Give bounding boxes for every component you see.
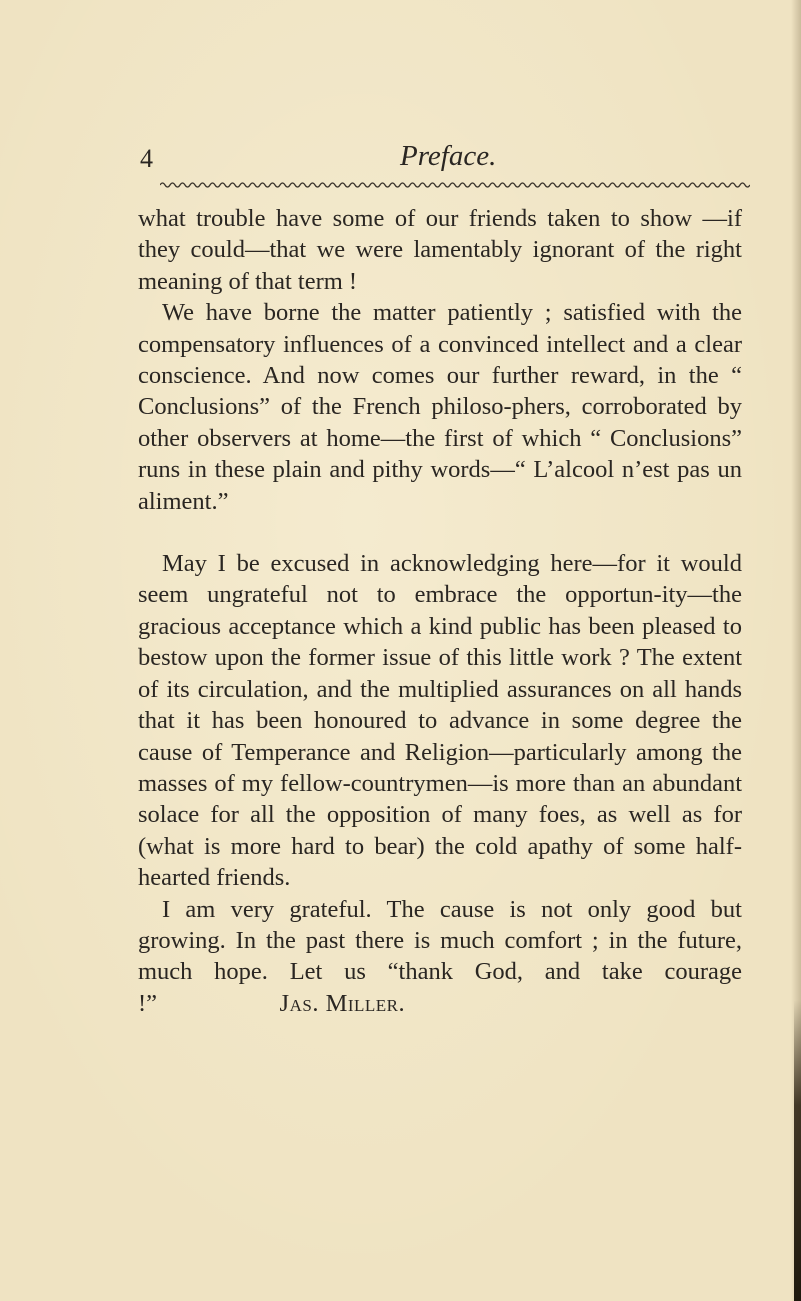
page-header xyxy=(140,140,740,180)
page-edge-dark xyxy=(794,1000,801,1301)
paragraph-4 xyxy=(138,894,742,1020)
body-text xyxy=(138,203,742,1019)
paragraph-2: We have borne the matter patiently ; satisfied with the compensatory influences of a convinced intellect and a clear conscience. And now comes our further reward, in the “ Conclusions” of the French philoso-phers, corroborated by other observers at home—the first of which “ Conclusions” runs in these plain and pithy words—“ L’alcool n’est pas un aliment.” xyxy=(138,299,742,515)
paragraph-4-text: I am very grateful. The cause is not only good but growing. In the past there is much comfort ; in the future, much hope. Let us “thank God, and take courage !” xyxy=(138,895,742,1017)
page-number: 4 xyxy=(140,144,153,173)
running-head: Preface. xyxy=(400,140,497,172)
decorative-wavy-rule xyxy=(160,180,750,190)
paragraph-1: what trouble have some of our friends taken to show —if they could—that we were lamentably ignorant of the right meaning of that term ! xyxy=(138,205,742,295)
signature: Jas. Miller. xyxy=(279,989,406,1017)
paragraph-3: May I be excused in acknowledging here—for it would seem ungrateful not to embrace the opportun-ity—the gracious acceptance which a kind public has been pleased to bestow upon the former issue of this little work ? The extent of its circulation, and the multiplied assurances on all hands that it has been honoured to advance in some degree the cause of Temperance and Religion—particularly among the masses of my fellow-countrymen—is more than an abundant solace for all the opposition of many foes, as well as for (what is more hard to bear) the cold apathy of some half-hearted friends. xyxy=(138,550,742,892)
